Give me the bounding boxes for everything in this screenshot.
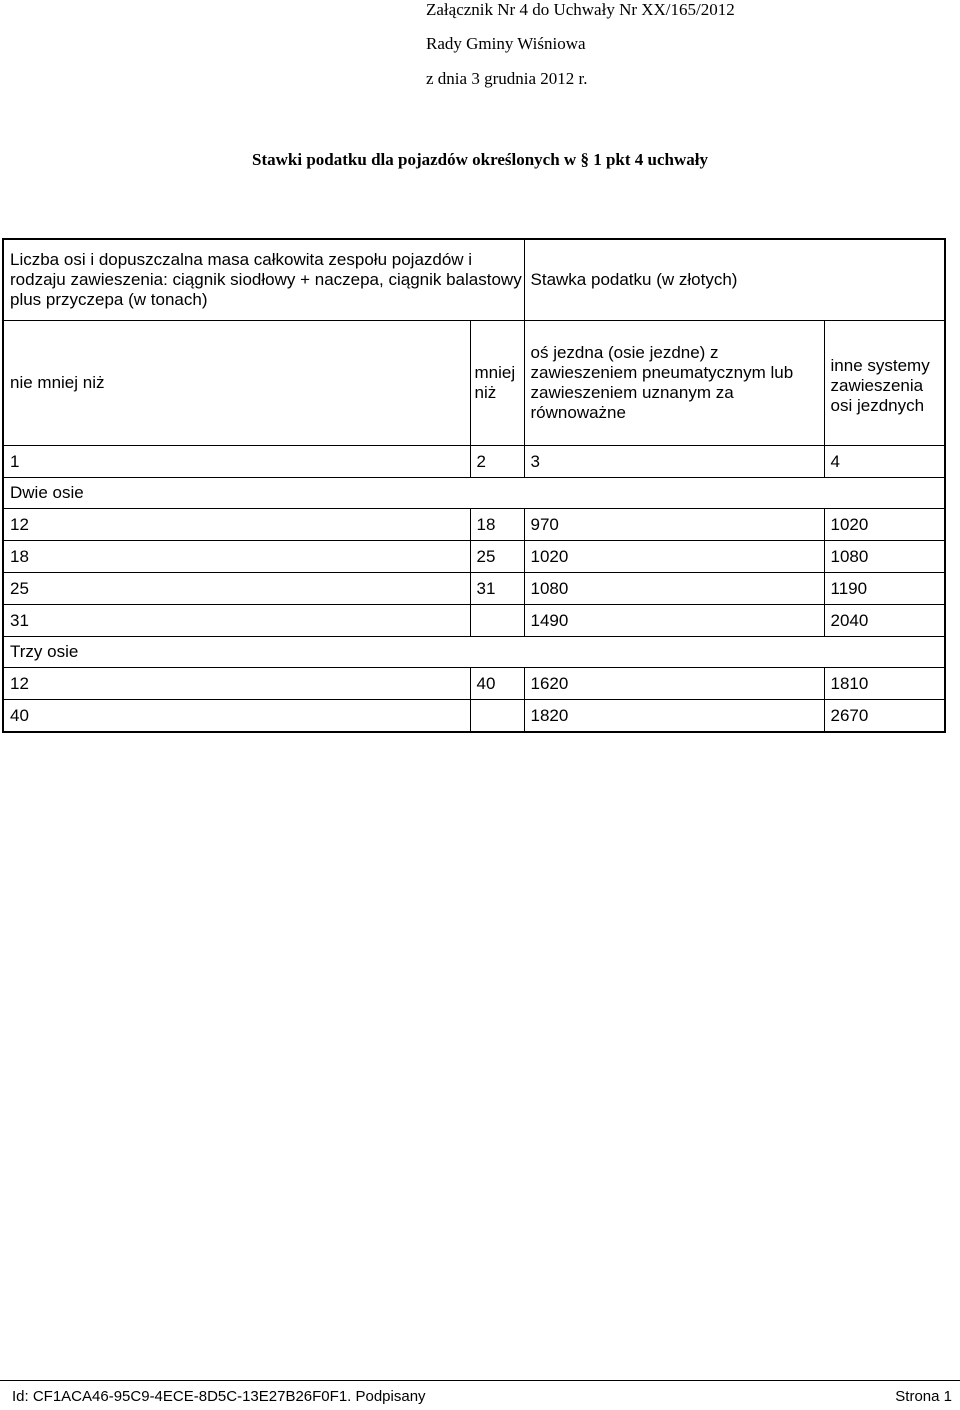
cell-min-mass: 12 — [3, 668, 470, 700]
col-not-less-than: nie mniej niż — [3, 321, 470, 446]
cell-max-mass: 31 — [470, 573, 524, 605]
rate-header: Stawka podatku (w złotych) — [524, 239, 945, 321]
col-number-3: 3 — [524, 446, 824, 478]
cell-rate-pneumatic: 1080 — [524, 573, 824, 605]
col-number-2: 2 — [470, 446, 524, 478]
document-title: Stawki podatku dla pojazdów określonych w § 1 pkt 4 uchwały — [252, 150, 708, 169]
cell-max-mass: 18 — [470, 509, 524, 541]
table-header-row — [3, 239, 945, 321]
tax-rates-table — [2, 238, 946, 733]
table-subheader-row — [3, 321, 945, 446]
group-row — [3, 637, 945, 668]
table-row — [3, 541, 945, 573]
annex-header-line1: Załącznik Nr 4 do Uchwały Nr XX/165/2012 — [426, 0, 735, 19]
annex-header-line2: Rady Gminy Wiśniowa — [426, 34, 586, 53]
cell-max-mass — [470, 605, 524, 637]
cell-max-mass: 25 — [470, 541, 524, 573]
cell-min-mass: 40 — [3, 700, 470, 733]
cell-min-mass: 18 — [3, 541, 470, 573]
cell-min-mass: 12 — [3, 509, 470, 541]
footer-page-number: Strona 1 — [895, 1388, 952, 1405]
cell-min-mass: 31 — [3, 605, 470, 637]
group-row — [3, 478, 945, 509]
cell-rate-other: 1190 — [824, 573, 945, 605]
col-number-1: 1 — [3, 446, 470, 478]
cell-min-mass: 25 — [3, 573, 470, 605]
axle-group-label: Trzy osie — [3, 637, 945, 668]
col-pneumatic: oś jezdna (osie jezdne) z zawieszeniem pneumatycznym lub zawieszeniem uznanym za równoważne — [524, 321, 824, 446]
cell-rate-pneumatic: 1490 — [524, 605, 824, 637]
table-row — [3, 605, 945, 637]
cell-max-mass — [470, 700, 524, 733]
cell-rate-pneumatic: 1620 — [524, 668, 824, 700]
table-row — [3, 509, 945, 541]
axle-group-label: Dwie osie — [3, 478, 945, 509]
cell-rate-other: 1080 — [824, 541, 945, 573]
col-less-than: mniej niż — [470, 321, 524, 446]
mass-header: Liczba osi i dopuszczalna masa całkowita zespołu pojazdów i rodzaju zawieszenia: ciągnik siodłowy + naczepa, ciągnik balastowy plus przyczepa (w tonach) — [3, 239, 524, 321]
table-row — [3, 668, 945, 700]
cell-rate-pneumatic: 1020 — [524, 541, 824, 573]
column-number-row — [3, 446, 945, 478]
annex-header-line3: z dnia 3 grudnia 2012 r. — [426, 69, 588, 88]
cell-rate-pneumatic: 970 — [524, 509, 824, 541]
table-row — [3, 573, 945, 605]
cell-rate-other: 1810 — [824, 668, 945, 700]
cell-rate-pneumatic: 1820 — [524, 700, 824, 733]
cell-rate-other: 2670 — [824, 700, 945, 733]
table-row — [3, 700, 945, 733]
col-other-systems: inne systemy zawieszenia osi jezdnych — [824, 321, 945, 446]
footer-document-id: Id: CF1ACA46-95C9-4ECE-8D5C-13E27B26F0F1. Podpisany — [12, 1388, 426, 1405]
cell-max-mass: 40 — [470, 668, 524, 700]
col-number-4: 4 — [824, 446, 945, 478]
cell-rate-other: 2040 — [824, 605, 945, 637]
footer-divider — [0, 1380, 960, 1381]
cell-rate-other: 1020 — [824, 509, 945, 541]
